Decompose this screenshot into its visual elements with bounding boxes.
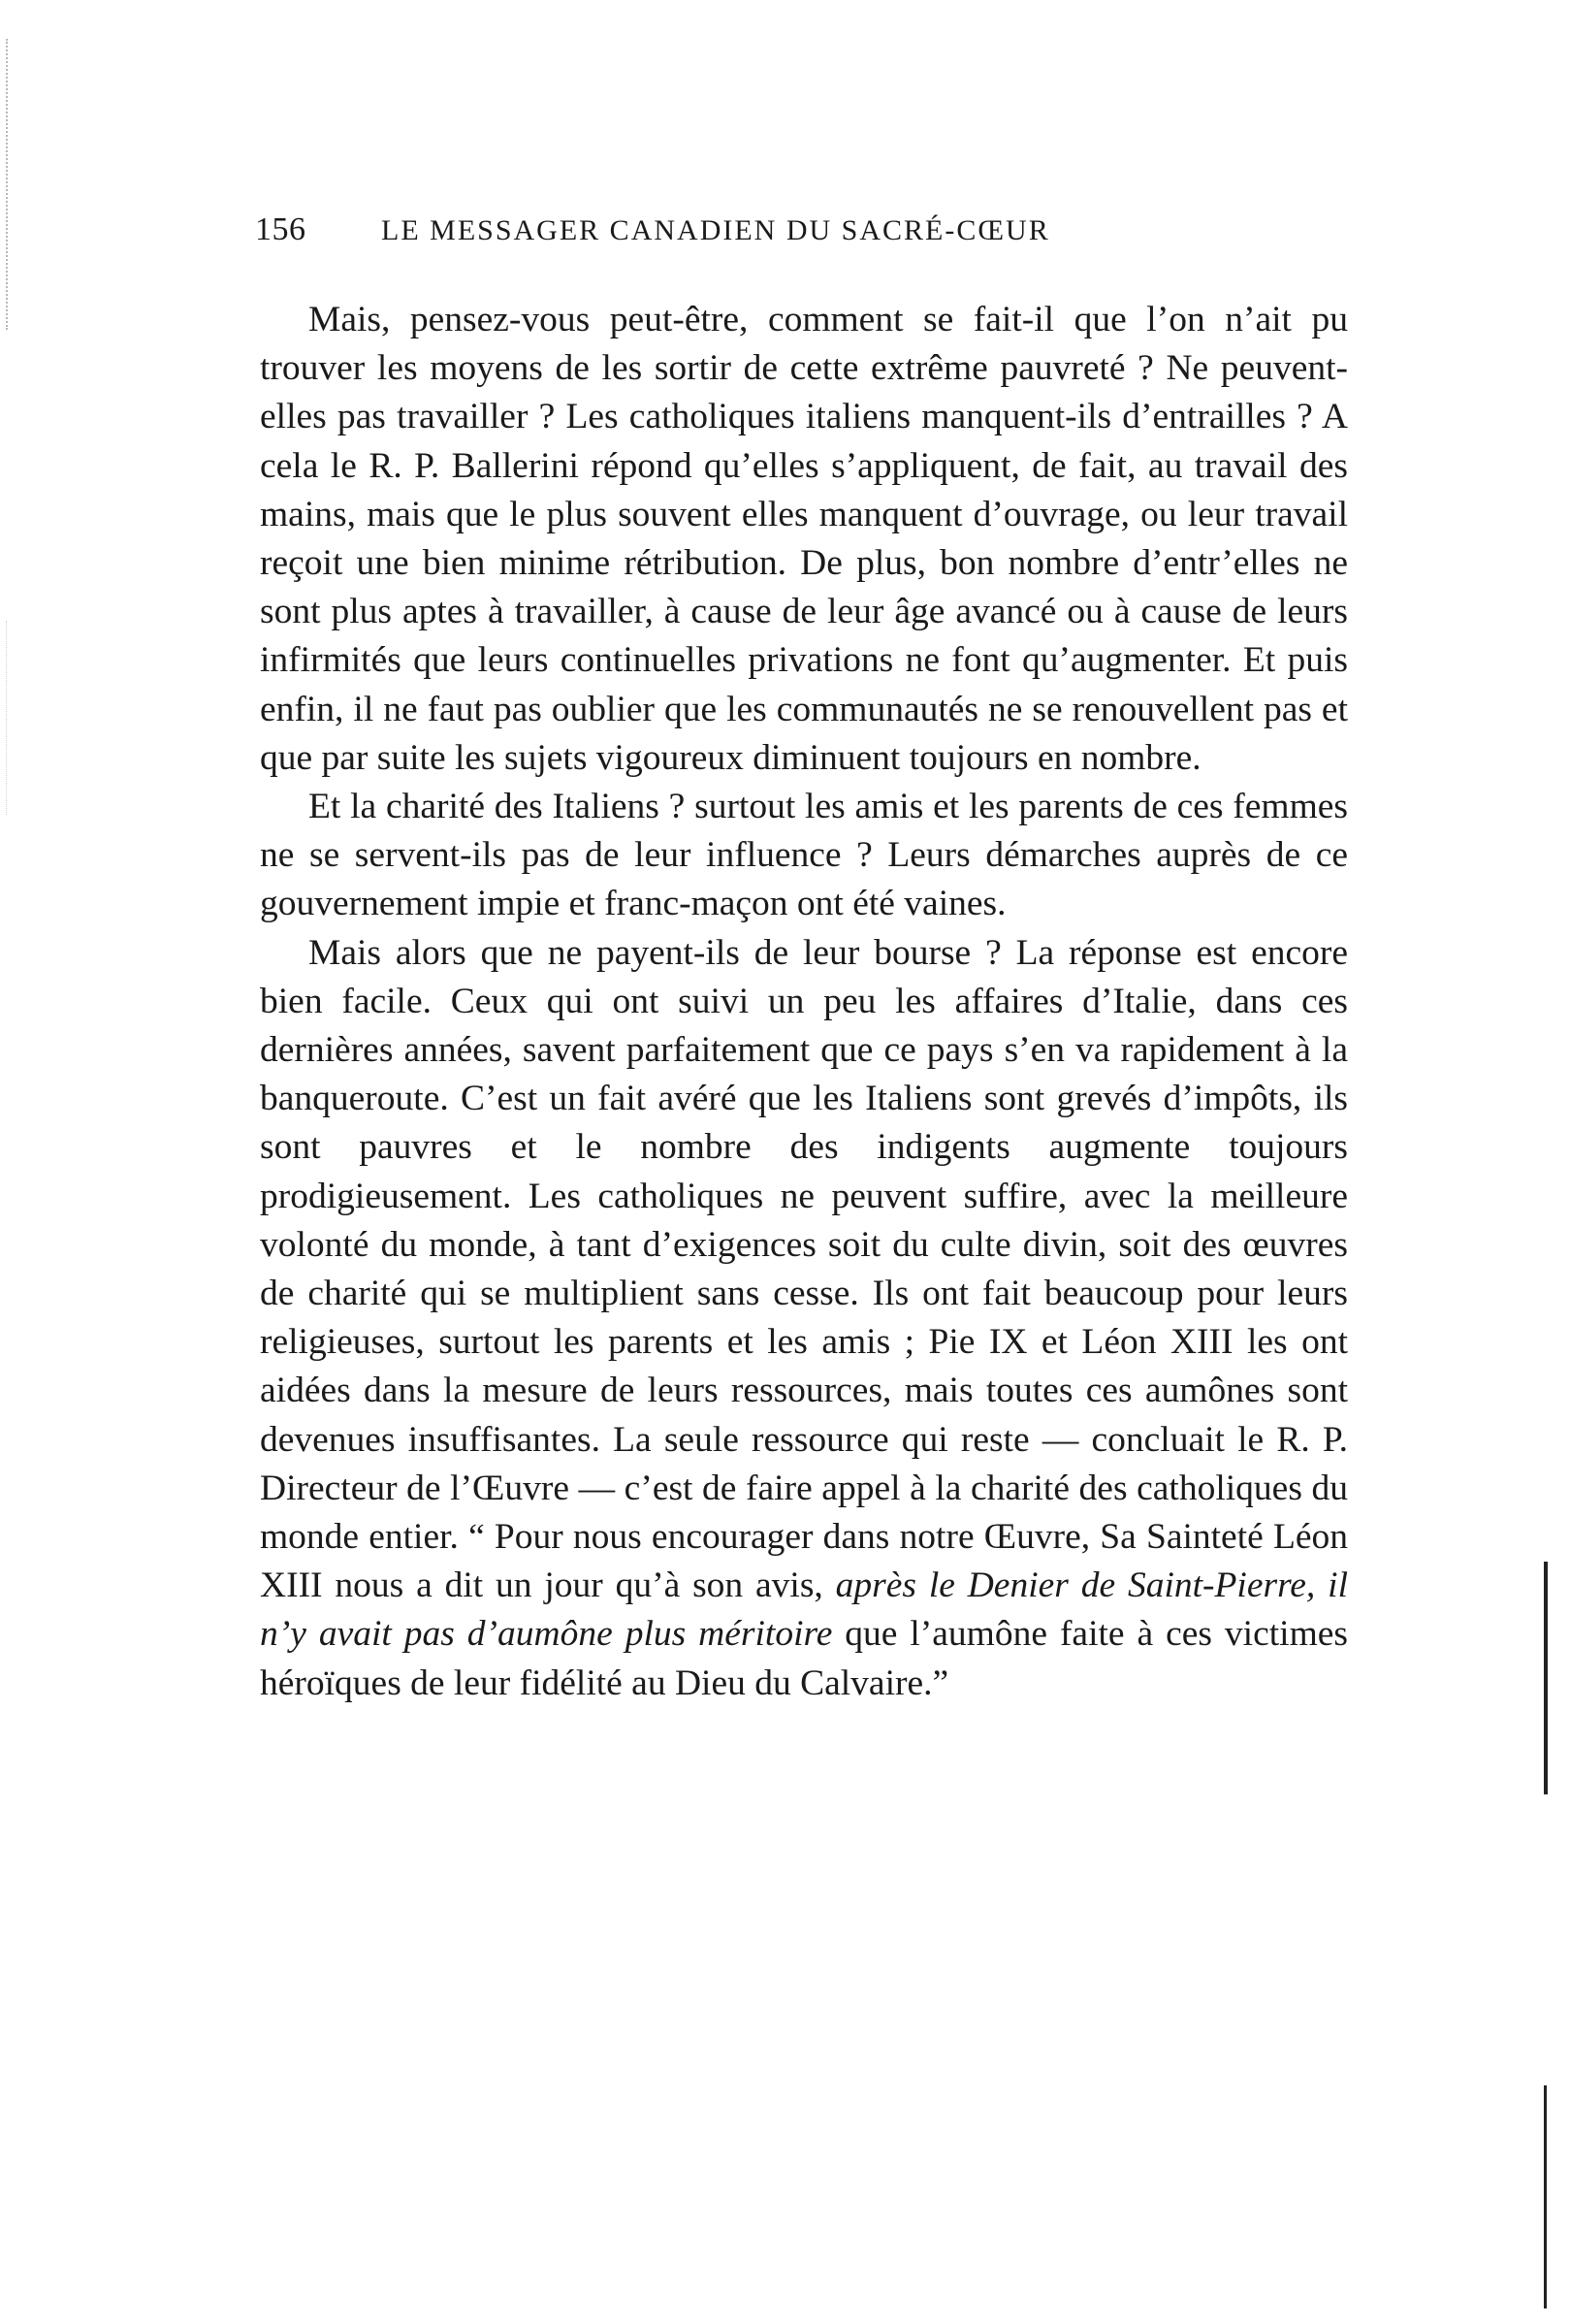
page-number: 156 xyxy=(255,211,306,247)
journal-title: LE MESSAGER CANADIEN DU SACRÉ-CŒUR xyxy=(381,214,1050,246)
paragraph-3-italic-quote: après le Denier de Saint-Pierre, il n’y avait pas d’aumône plus méritoire xyxy=(260,1565,1348,1655)
binding-mark xyxy=(1544,1562,1548,1794)
binding-mark xyxy=(1544,2085,1547,2308)
paragraph-2: Et la charité des Italiens ? surtout les amis et les parents de ces femmes ne se servent-ils pas de leur influence ? Leurs démarches auprès de ce gouvernement impie et franc-maçon ont été vaines. xyxy=(260,787,1348,924)
paragraph-3-text-after: que l’aumône faite à ces victimes héroïques de leur fidélité au Dieu du Calvaire.” xyxy=(260,1614,1348,1703)
running-head xyxy=(255,211,1351,248)
paragraph-1: Mais, pensez-vous peut-être, comment se fait-il que l’on n’ait pu trouver les moyens de les sortir de cette extrême pauvreté ? Ne peuvent-elles pas travailler ? Les catholiques italiens manquent-ils d’entrailles ? A cela le R. P. Ballerini répond qu’elles s’appliquent, de fait, au travail des mains, mais que le plus souvent elles manquent d’ouvrage, ou leur travail reçoit une bien minime rétribution. De plus, bon nombre d’entr’elles ne sont plus aptes à travailler, à cause de leur âge avancé ou à cause de leurs infirmités que leurs continuelles privations ne font qu’augmenter. Et puis enfin, il ne faut pas oublier que les communautés ne se renouvellent pas et que par suite les sujets vigoureux diminuent toujours en nombre. xyxy=(260,300,1348,778)
scan-edge-mark xyxy=(6,39,11,330)
paragraph-3 xyxy=(260,929,1348,1708)
body-text xyxy=(260,296,1348,1708)
scan-edge-mark xyxy=(6,621,10,815)
paragraph-3-text-before: Mais alors que ne payent-ils de leur bourse ? La réponse est encore bien facile. Ceux qui ont suivi un peu les affaires d’Italie, dans ces dernières années, savent parfaitement que ce pays s’en va rapidement à la banqueroute. C’est un fait avéré que les Italiens sont grevés d’impôts, ils sont pauvres et le nombre des indigents augmente toujours prodigieusement. Les catholiques ne peuvent suffire, avec la meilleure volonté du monde, à tant d’exigences soit du culte divin, soit des œuvres de charité qui se multiplient sans cesse. Ils ont fait beaucoup pour leurs religieuses, surtout les parents et les amis ; Pie IX et Léon XIII les ont aidées dans la mesure de leurs ressources, mais toutes ces aumônes sont devenues insuffisantes. La seule ressource qui reste — concluait le R. P. Directeur de l’Œuvre — c’est de faire appel à la charité des catholiques du monde entier. “ Pour nous encourager dans notre Œuvre, Sa Sainteté Léon XIII nous a dit un jour qu’à son avis, xyxy=(260,932,1348,1606)
